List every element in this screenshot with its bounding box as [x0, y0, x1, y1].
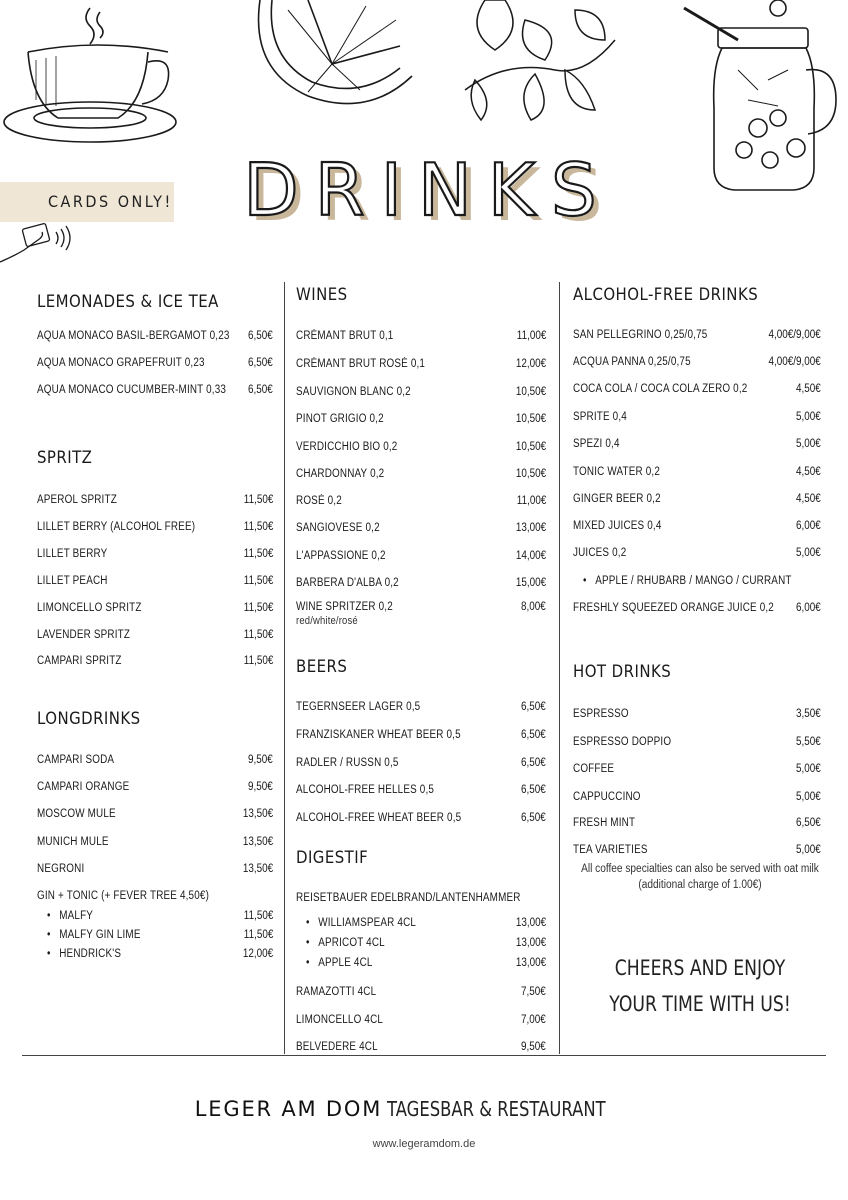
menu-item [296, 441, 546, 457]
menu-item-price: 11,50€ [243, 521, 273, 533]
menu-item [37, 330, 273, 346]
menu-item-price: 12,00€ [515, 358, 546, 370]
menu-item [37, 836, 273, 852]
menu-item [296, 1014, 546, 1030]
footer-website[interactable]: www.legeramdom.de [372, 1138, 476, 1150]
menu-item [306, 957, 546, 973]
menu-item-name: • MALFY [47, 910, 93, 922]
menu-item [296, 812, 546, 828]
section-heading: LONGDRINKS [37, 709, 141, 729]
menu-item [296, 413, 546, 429]
contactless-payment-icon [0, 222, 80, 270]
menu-item-subnote-text: red/white/rosé [296, 615, 358, 627]
menu-item-price: 6,50€ [248, 357, 273, 369]
menu-item-name: • WILLIAMSPEAR 4CL [306, 917, 416, 929]
menu-item [296, 701, 546, 717]
menu-item-price: 13,00€ [515, 522, 546, 534]
menu-item-price: 13,50€ [242, 863, 273, 875]
menu-item-price: 4,50€ [796, 466, 821, 478]
column-divider-2 [559, 282, 560, 1054]
menu-item [37, 781, 273, 797]
menu-item-name: GIN + TONIC (+ FEVER TREE 4,50€) [37, 890, 210, 902]
menu-item-price: 6,00€ [796, 520, 821, 532]
menu-item-price: 11,50€ [243, 602, 273, 614]
menu-item-name: SAUVIGNON BLANC 0,2 [296, 386, 411, 398]
menu-item-name: LAVENDER SPRITZ [37, 629, 131, 641]
menu-item-name: RADLER / RUSSN 0,5 [296, 757, 399, 769]
menu-item-name: TONIC WATER 0,2 [573, 466, 661, 478]
menu-item-name: CAMPARI SPRITZ [37, 655, 122, 667]
menu-item [296, 468, 546, 484]
menu-item [296, 330, 546, 346]
footer-restaurant-sub: TAGESBAR & RESTAURANT [386, 1097, 606, 1121]
menu-item-name: ROSÉ 0,2 [296, 495, 342, 507]
section-heading: ALCOHOL-FREE DRINKS [573, 285, 759, 305]
menu-item [296, 495, 546, 511]
menu-item-name: PINOT GRIGIO 0,2 [296, 413, 384, 425]
menu-item-price: 13,00€ [515, 937, 546, 949]
menu-item-name: MOSCOW MULE [37, 808, 116, 820]
menu-item-price: 10,50€ [515, 386, 546, 398]
menu-item [296, 358, 546, 374]
menu-item [573, 356, 821, 372]
menu-item [296, 784, 546, 800]
menu-item-name: REISETBAUER EDELBRAND/LANTENHAMMER [296, 892, 521, 904]
menu-item-name: ESPRESSO DOPPIO [573, 736, 672, 748]
menu-item-price: 5,00€ [796, 438, 821, 450]
menu-item-price: 15,00€ [515, 577, 546, 589]
menu-item-name: • APPLE 4CL [306, 957, 373, 969]
menu-item [296, 729, 546, 745]
menu-item [573, 383, 821, 399]
menu-item-price: 13,00€ [515, 917, 546, 929]
menu-item [573, 329, 821, 345]
menu-item [573, 844, 821, 860]
menu-item-price: 8,00€ [521, 601, 546, 613]
menu-item-price: 6,50€ [521, 784, 546, 796]
menu-item-name: AQUA MONACO BASIL-BERGAMOT 0,23 [37, 330, 230, 342]
cards-only-label: CARDS ONLY! [48, 192, 173, 211]
cheers-message [589, 950, 810, 1022]
menu-item [37, 575, 273, 591]
menu-item [37, 602, 273, 618]
menu-item-name: COFFEE [573, 763, 615, 775]
menu-item-price: 11,50€ [243, 910, 273, 922]
menu-item-price: 11,00€ [516, 330, 546, 342]
menu-item-price: 10,50€ [515, 468, 546, 480]
menu-item-name: WINE SPRITZER 0,2 [296, 601, 393, 613]
section-heading: LEMONADES & ICE TEA [37, 292, 219, 312]
menu-item-name: LILLET BERRY [37, 548, 108, 560]
menu-item-price: 9,50€ [521, 1041, 546, 1053]
menu-item [583, 575, 821, 591]
menu-item-price: 11,50€ [243, 929, 273, 941]
section-heading: DIGESTIF [296, 848, 369, 868]
column-divider-1 [284, 282, 285, 1054]
menu-item [37, 754, 273, 770]
menu-item-name: CRÉMANT BRUT 0,1 [296, 330, 394, 342]
menu-item-name: ACQUA PANNA 0,25/0,75 [573, 356, 691, 368]
menu-item-name: GINGER BEER 0,2 [573, 493, 661, 505]
menu-item-price: 4,00€/9,00€ [768, 329, 821, 341]
menu-item-price: 7,00€ [521, 1014, 546, 1026]
menu-item-price: 11,50€ [243, 575, 273, 587]
footer-restaurant-name: LEGER AM DOM [194, 1097, 383, 1121]
menu-item-name: SANGIOVESE 0,2 [296, 522, 380, 534]
menu-item [37, 655, 273, 671]
menu-item-name: SPRITE 0,4 [573, 411, 627, 423]
menu-item-name: MIXED JUICES 0,4 [573, 520, 662, 532]
menu-item [573, 547, 821, 563]
menu-item [37, 863, 273, 879]
menu-item-price: 4,50€ [796, 383, 821, 395]
cheers-line2: YOUR TIME WITH US! [609, 992, 791, 1016]
page-title: DRINKS [243, 148, 613, 232]
menu-item-name: SPEZI 0,4 [573, 438, 620, 450]
section-heading: BEERS [296, 657, 348, 677]
menu-item [306, 917, 546, 933]
menu-item-price: 6,50€ [248, 384, 273, 396]
menu-item-name: MUNICH MULE [37, 836, 109, 848]
menu-item [37, 384, 273, 400]
menu-item-name: COCA COLA / COCA COLA ZERO 0,2 [573, 383, 748, 395]
menu-item-name: ALCOHOL-FREE HELLES 0,5 [296, 784, 435, 796]
menu-item-name: BELVEDERE 4CL [296, 1041, 378, 1053]
menu-item [37, 890, 273, 906]
oat-milk-note [577, 863, 823, 891]
menu-item-name: CRÉMANT BRUT ROSÉ 0,1 [296, 358, 426, 370]
menu-item-name: ALCOHOL-FREE WHEAT BEER 0,5 [296, 812, 462, 824]
menu-item-price: 6,50€ [521, 729, 546, 741]
menu-item-name: RAMAZOTTI 4CL [296, 986, 377, 998]
footer-brand [0, 1097, 848, 1121]
menu-item [573, 602, 821, 618]
menu-item-name: BARBERA D'ALBA 0,2 [296, 577, 399, 589]
menu-item-price: 4,00€/9,00€ [768, 356, 821, 368]
menu-item-price: 13,00€ [515, 957, 546, 969]
menu-item-price: 11,50€ [243, 629, 273, 641]
menu-item [47, 929, 273, 945]
menu-item [573, 708, 821, 724]
menu-item-price: 12,00€ [242, 948, 273, 960]
menu-item [47, 948, 273, 964]
menu-item-name: APEROL SPRITZ [37, 494, 117, 506]
menu-item-price: 7,50€ [521, 986, 546, 998]
cheers-line1: CHEERS AND ENJOY [614, 956, 786, 980]
menu-item [37, 629, 273, 645]
menu-item [296, 986, 546, 1002]
menu-item-name: • HENDRICK'S [47, 948, 121, 960]
menu-item-price: 6,50€ [521, 701, 546, 713]
menu-item-name: LILLET BERRY (ALCOHOL FREE) [37, 521, 196, 533]
menu-item-name: FRESHLY SQUEEZED ORANGE JUICE 0,2 [573, 602, 774, 614]
menu-item-name: L'APPASSIONE 0,2 [296, 550, 386, 562]
menu-item-price: 6,50€ [521, 812, 546, 824]
menu-item-name: LIMONCELLO SPRITZ [37, 602, 142, 614]
menu-item [573, 466, 821, 482]
menu-item [296, 577, 546, 593]
oat-milk-note-line2: (additional charge of 1.00€) [638, 879, 762, 891]
menu-item-price: 5,50€ [796, 736, 821, 748]
menu-item-name: CAMPARI ORANGE [37, 781, 130, 793]
menu-item [573, 763, 821, 779]
menu-item-price: 5,00€ [796, 411, 821, 423]
menu-item-price: 11,50€ [243, 494, 273, 506]
menu-item [47, 910, 273, 926]
menu-item-name: CAMPARI SODA [37, 754, 115, 766]
menu-item-name: AQUA MONACO GRAPEFRUIT 0,23 [37, 357, 205, 369]
menu-item-name: LIMONCELLO 4CL [296, 1014, 384, 1026]
menu-item [573, 438, 821, 454]
menu-item-name: AQUA MONACO CUCUMBER-MINT 0,33 [37, 384, 227, 396]
menu-item-price: 5,00€ [796, 763, 821, 775]
menu-item-price: 10,50€ [515, 441, 546, 453]
menu-item-name: NEGRONI [37, 863, 85, 875]
menu-item-name: SAN PELLEGRINO 0,25/0,75 [573, 329, 708, 341]
menu-item [296, 892, 546, 908]
menu-item-price: 14,00€ [515, 550, 546, 562]
menu-item-price: 13,50€ [242, 808, 273, 820]
menu-item-price: 13,50€ [242, 836, 273, 848]
menu-item [37, 808, 273, 824]
menu-item-price: 11,50€ [243, 655, 273, 667]
menu-item [296, 757, 546, 773]
menu-item-name: CAPPUCCINO [573, 791, 641, 803]
menu-item [37, 548, 273, 564]
menu-item [573, 736, 821, 752]
menu-item-name: ESPRESSO [573, 708, 629, 720]
menu-item-name: FRANZISKANER WHEAT BEER 0,5 [296, 729, 461, 741]
menu-item [573, 520, 821, 536]
menu-item-price: 10,50€ [515, 413, 546, 425]
menu-item-price: 5,00€ [796, 844, 821, 856]
menu-item-price: 6,50€ [521, 757, 546, 769]
menu-item [37, 521, 273, 537]
cards-only-badge [0, 182, 174, 222]
menu-item-name: • APPLE / RHUBARB / MANGO / CURRANT [583, 575, 792, 587]
menu-item-name: VERDICCHIO BIO 0,2 [296, 441, 398, 453]
section-heading: WINES [296, 285, 348, 305]
menu-item-price: 6,50€ [248, 330, 273, 342]
orange-slice-illustration [248, 0, 418, 120]
menu-item-price: 9,50€ [248, 781, 273, 793]
menu-item [296, 550, 546, 566]
menu-item-price: 6,00€ [796, 602, 821, 614]
menu-item-price: 4,50€ [796, 493, 821, 505]
menu-item [296, 1041, 546, 1057]
menu-item-price: 11,50€ [243, 548, 273, 560]
menu-item [37, 357, 273, 373]
menu-item-name: TEGERNSEER LAGER 0,5 [296, 701, 421, 713]
menu-item-name: • APRICOT 4CL [306, 937, 385, 949]
oat-milk-note-line1: All coffee specialties can also be served with oat milk [581, 863, 819, 875]
section-heading: SPRITZ [37, 448, 93, 468]
menu-item-price: 6,50€ [796, 817, 821, 829]
menu-item [573, 411, 821, 427]
section-heading: HOT DRINKS [573, 662, 672, 682]
menu-item [573, 817, 821, 833]
menu-item [573, 493, 821, 509]
menu-item [573, 791, 821, 807]
menu-item-price: 3,50€ [796, 708, 821, 720]
menu-item-price: 9,50€ [248, 754, 273, 766]
menu-item-name: • MALFY GIN LIME [47, 929, 141, 941]
menu-item [37, 494, 273, 510]
menu-item-price: 11,00€ [516, 495, 546, 507]
menu-item-price: 5,00€ [796, 547, 821, 559]
mint-leaves-illustration [455, 0, 625, 130]
menu-item-name: FRESH MINT [573, 817, 636, 829]
menu-item-price: 5,00€ [796, 791, 821, 803]
menu-item [306, 937, 546, 953]
coffee-cup-illustration [0, 0, 200, 160]
menu-item [296, 522, 546, 538]
menu-item-name: CHARDONNAY 0,2 [296, 468, 385, 480]
menu-item-name: LILLET PEACH [37, 575, 108, 587]
menu-item [296, 386, 546, 402]
menu-item-name: JUICES 0,2 [573, 547, 627, 559]
menu-item-name: TEA VARIETIES [573, 844, 648, 856]
